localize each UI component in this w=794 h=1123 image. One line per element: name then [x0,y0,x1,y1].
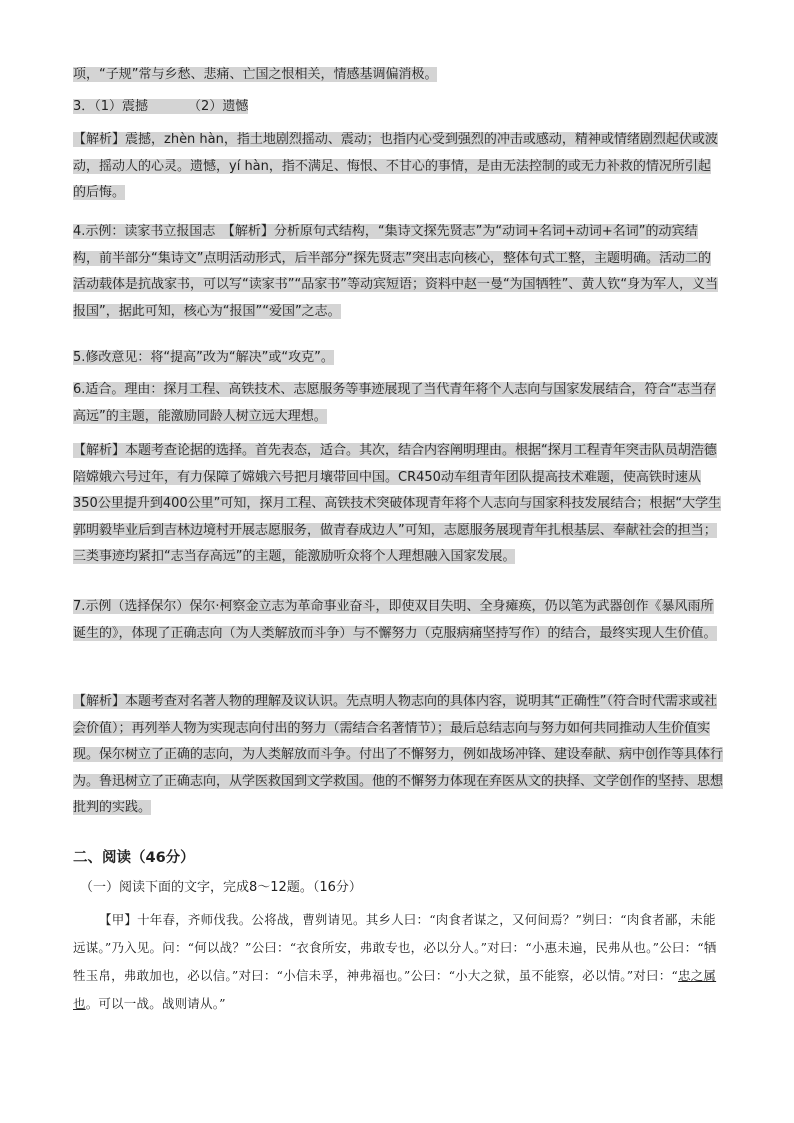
answer-4: 4.示例：读家书立报国志 【解析】分析原句式结构，“集诗文探先贤志”为“动词+名词+动词+名词”的动宾结构，前半部分“集诗文”点明活动形式，后半部分“探先贤志”突出志向核心，整体句式工整，主题明确。活动二的活动载体是抗战家书，可以写“读家书”“品家书”等动宾短语；资料中赵一曼“为国牺牲”、黄人钦“身为军人，义当报国”，据此可知，核心为“报国”“爱国”之志。 [73,224,719,319]
underlined-phrase: 忠之属也 [73,968,717,1011]
classical-passage: 【甲】十年春，齐师伐我。公将战，曹刿请见。其乡人曰：“肉食者谋之，又何间焉？”刿曰：“肉食者鄙，未能远谋。”乃入见。问：“何以战？”公曰：“衣食所安，弗敢专也，必以分人。”对曰：“小惠未遍，民弗从也。”公曰：“牺牲玉帛，弗敢加也，必以信。”对曰：“小信未孚，神弗福也。”公曰：“小大之狱，虽不能察，必以情。”对曰：“忠之属也。可以一战。战则请从。” [73,912,717,1011]
answer-6-analysis: 【解析】本题考查论据的选择。首先表态，适合。其次，结合内容阐明理由。根据“探月工程青年突击队员胡浩德陪嫦娥六号过年，有力保障了嫦娥六号把月壤带回中国。CR450动车组青年团队提高技术难题，使高铁时速从350公里提升到400公里”可知，探月工程、高铁技术突破体现青年将个人志向与国家科技发展结合；根据“大学生郭明毅毕业后到吉林边境村开展志愿服务，做青春成边人”可知，志愿服务展现青年扎根基层、奉献社会的担当；三类事迹均紧扣“志当存高远”的主题，能激励听众将个人理想融入国家发展。 [73,443,722,564]
answer-3: 3．（1）震撼 （2）遗憾 [73,99,249,114]
answer-5: 5.修改意见：将“提高”改为“解决”或“攻克”。 [73,350,334,365]
section-heading: 二、阅读（46分） [73,850,195,866]
answer-7: 7.示例（选择保尔）保尔·柯察金立志为革命事业奋斗，即使双目失明、全身瘫痪，仍以笔为武器创作《暴风雨所诞生的》，体现了正确志向（为人类解放而斗争）与不懈努力（克服病痛坚持写作）的结合，最终实现人生价值。 [73,599,717,641]
answer-6: 6.适合。理由：探月工程、高铁技术、志愿服务等事迹展现了当代青年将个人志向与国家发展结合，符合“志当存高远”的主题，能激励同龄人树立远大理想。 [73,382,717,424]
answer-2-tail: 项，“子规”常与乡愁、悲痛、亡国之恨相关，情感基调偏消极。 [73,67,438,82]
answer-3-analysis: 【解析】震撼，zhèn hàn，指土地剧烈摇动、震动；也指内心受到强烈的冲击或感动，精神或情绪剧烈起伏或波动，摇动人的心灵。遗憾，yí hàn，指不满足、悔恨、不甘心的事情，是由无法控制的或无力补救的情况所引起的后悔。 [73,132,718,200]
reading-instruction: （一）阅读下面的文字，完成8～12题。（16分） [80,880,362,895]
answer-7-analysis: 【解析】本题考查对名著人物的理解及议认识。先点明人物志向的具体内容，说明其“正确性”（符合时代需求或社会价值）；再列举人物为实现志向付出的努力（需结合名著情节）；最后总结志向与努力如何共同推动人生价值实现。保尔树立了正确的志向，为人类解放而斗争。付出了不懈努力，例如战场冲锋、建设奉献、病中创作等具体行为。鲁迅树立了正确志向，从学医救国到文学救国。他的不懈努力体现在弃医从文的抉择、文学创作的坚持、思想批判的实践。 [73,694,724,815]
